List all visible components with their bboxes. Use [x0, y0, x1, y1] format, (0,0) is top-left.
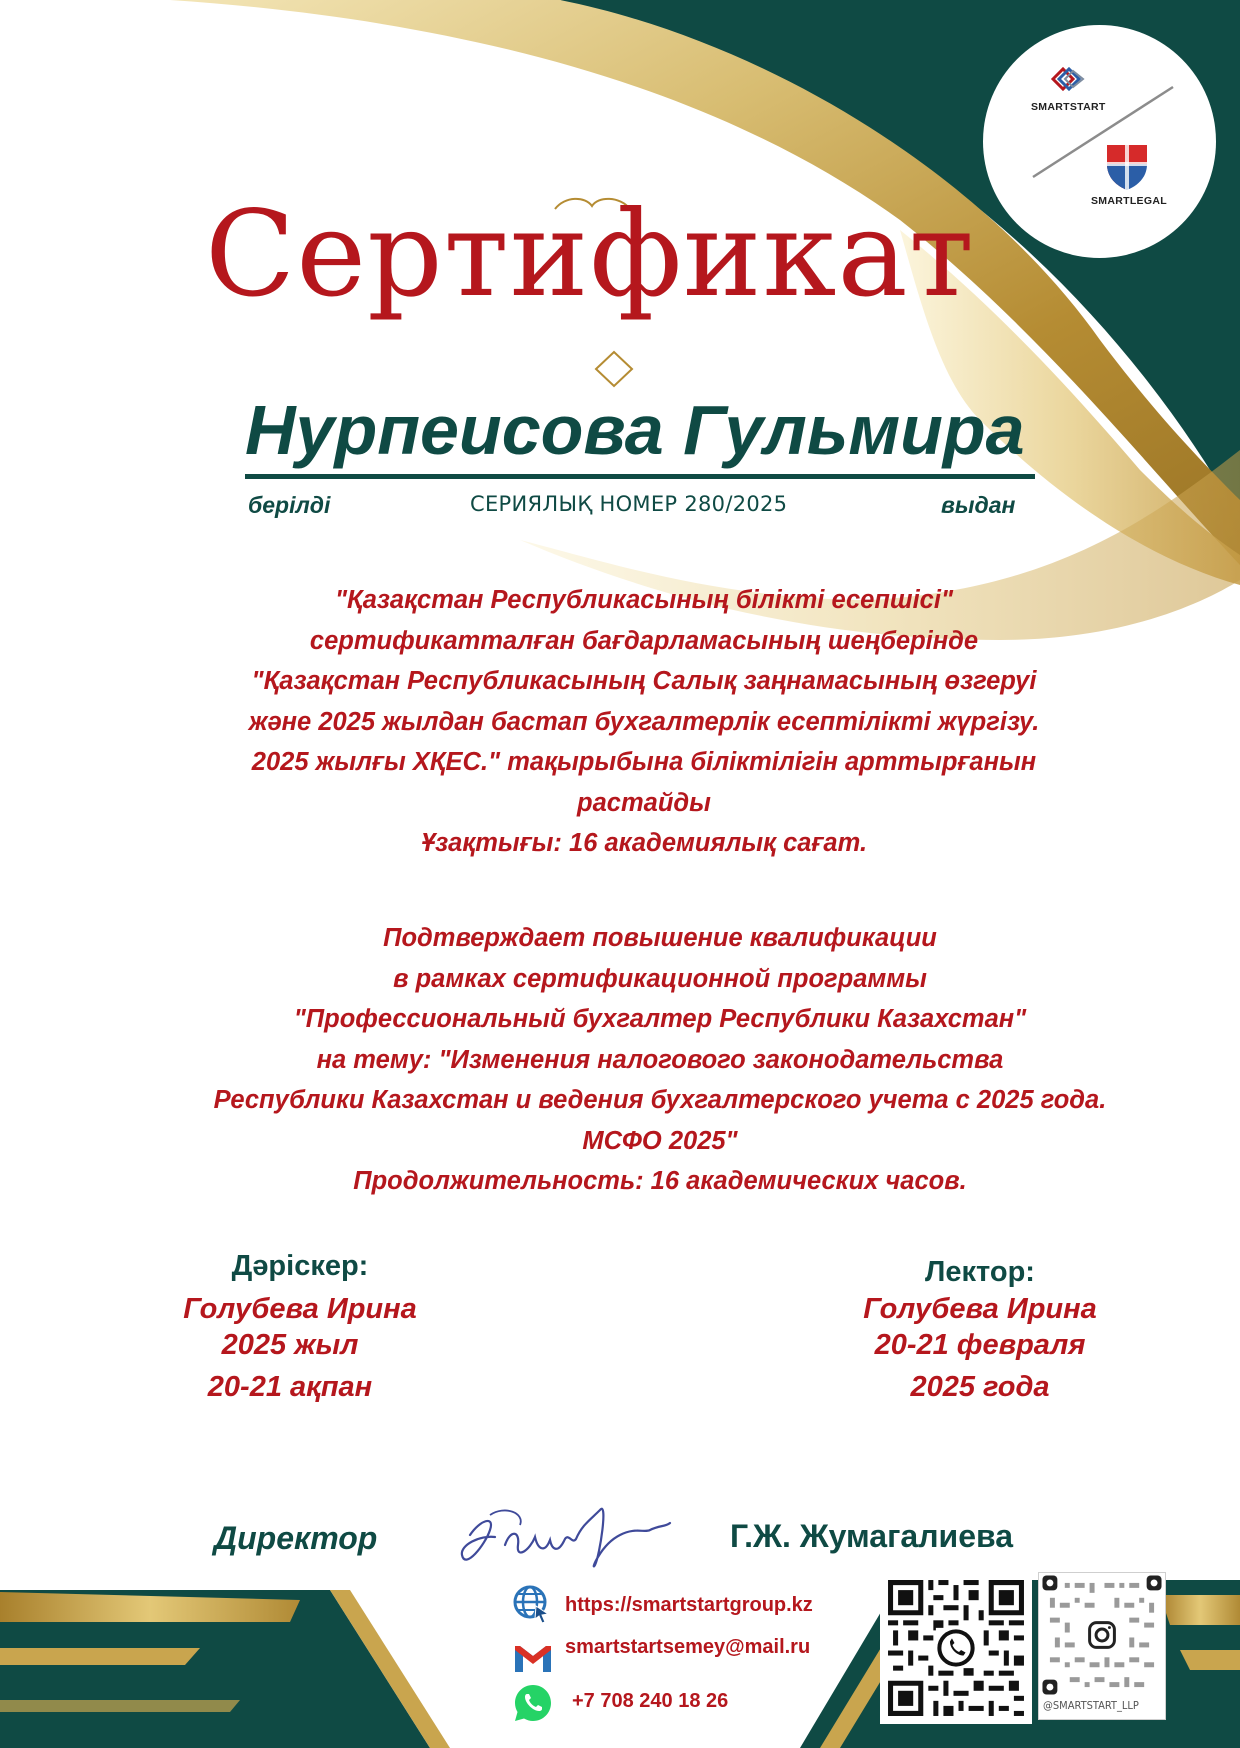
qr-code-instagram[interactable] [1038, 1572, 1166, 1720]
qr-code-graphic [883, 1575, 1029, 1721]
recipient-underline [245, 474, 1035, 479]
body-ru-line: Продолжительность: 16 академических часов. [353, 1167, 967, 1195]
body-kz-line: Ұзақтығы: 16 академиялық сағат. [420, 829, 868, 857]
gmail-icon [512, 1640, 554, 1676]
lecturer-dates-ru: 20-21 февраля [874, 1329, 1086, 1361]
issued-label-kz: берілді [248, 492, 331, 518]
director-name: Г.Ж. Жумагалиева [730, 1518, 1014, 1554]
body-text-ru [90, 918, 1230, 1202]
body-kz-line: 2025 жылғы ХҚЕС." тақырыбына біліктілігін арттырғанын [251, 748, 1037, 776]
instagram-qr-graphic [1039, 1573, 1165, 1697]
smartlegal-shield-icon [1105, 142, 1149, 192]
recipient-name: Нурпеисова Гульмира [245, 391, 1025, 469]
lecturer-heading-kz: Дәріскер: [231, 1250, 369, 1282]
globe-cursor-icon [512, 1584, 552, 1624]
lecturer-heading-ru: Лектор: [925, 1256, 1035, 1288]
body-ru-line: в рамках сертификационной программы [393, 964, 927, 993]
lecturer-year-kz: 2025 жыл [221, 1329, 359, 1361]
lecturer-dates-kz: 20-21 ақпан [207, 1371, 373, 1403]
lecturer-name-ru: Голубева Ирина [863, 1293, 1097, 1325]
lecturer-name-kz: Голубева Ирина [183, 1293, 417, 1325]
body-kz-line: "Қазақстан Республикасының Салық заңнамасының өзгеруі [251, 667, 1037, 695]
lecturer-block-kz [150, 1250, 450, 1405]
body-kz-line: растайды [577, 788, 711, 817]
smartstart-logo-icon [1043, 62, 1087, 96]
lecturer-year-ru: 2025 года [910, 1371, 1050, 1403]
phone-number[interactable]: +7 708 240 18 26 [572, 1690, 729, 1712]
body-text-kz [74, 580, 1214, 864]
instagram-handle: @SMARTSTART_LLP [1043, 1699, 1139, 1712]
body-kz-line: және 2025 жылдан бастап бухгалтерлік есептілікті жүргізу. [248, 707, 1040, 736]
qr-code-contact[interactable] [880, 1572, 1032, 1724]
smartlegal-logo-text: SMARTLEGAL [1091, 195, 1167, 207]
website-link[interactable]: https://smartstartgroup.kz [565, 1594, 813, 1616]
body-ru-line: "Профессиональный бухгалтер Республики Казахстан" [293, 1005, 1027, 1033]
body-kz-line: "Қазақстан Республикасының білікті есепшісі" [334, 586, 954, 614]
body-ru-line: Подтверждает повышение квалификации [383, 924, 937, 952]
lecturer-block-ru [830, 1256, 1130, 1405]
body-ru-line: на тему: "Изменения налогового законодательства [316, 1045, 1004, 1074]
body-ru-line: Республики Казахстан и ведения бухгалтерского учета с 2025 года. [213, 1086, 1107, 1114]
serial-number: СЕРИЯЛЫҚ НОМЕР 280/2025 [470, 492, 788, 516]
smartstart-logo-text: SMARTSTART [1031, 101, 1106, 113]
certificate-title: Сертификат [205, 185, 975, 323]
body-kz-line: сертификатталған бағдарламасының шеңберінде [309, 626, 979, 655]
director-label: Директор [214, 1520, 378, 1556]
email-link[interactable]: smartstartsemey@mail.ru [565, 1636, 811, 1658]
issued-label-ru: выдан [941, 492, 1016, 518]
director-signature [450, 1475, 690, 1585]
whatsapp-icon [512, 1682, 554, 1724]
body-ru-line: МСФО 2025" [582, 1126, 738, 1155]
